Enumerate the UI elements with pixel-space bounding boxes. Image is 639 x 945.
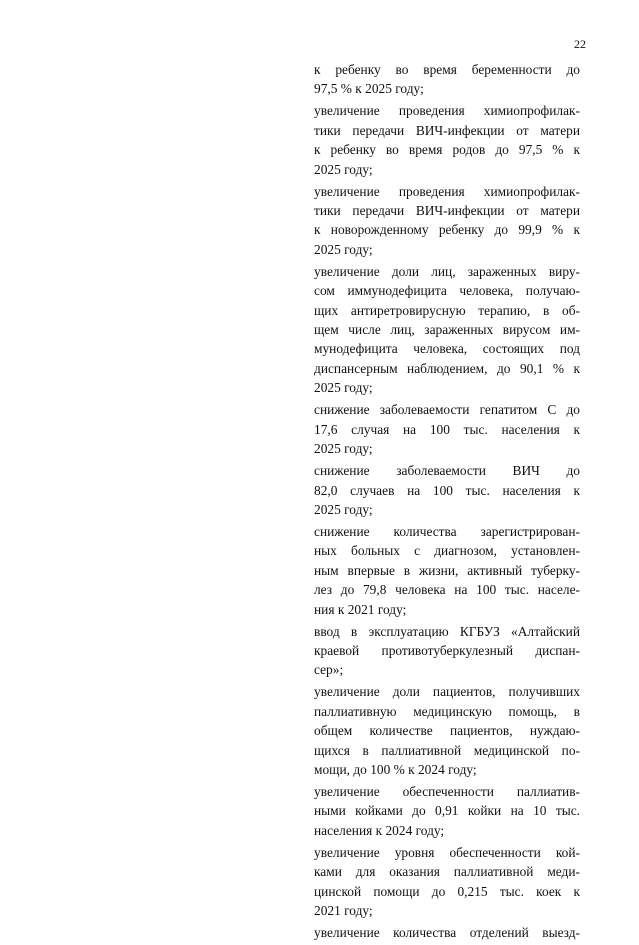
text-line: 17,6 случая на 100 тыс. населения к xyxy=(314,421,580,437)
paragraph xyxy=(314,182,580,260)
text-line: паллиативную медицинскую помощь, в xyxy=(314,703,580,719)
text-line: 2025 году; xyxy=(314,380,373,396)
text-line: тики передачи ВИЧ-инфекции от матери xyxy=(314,203,580,219)
text-line: щем числе лиц, зараженных вирусом им- xyxy=(314,322,580,338)
text-line: 2025 году; xyxy=(314,441,373,457)
paragraph xyxy=(314,101,580,179)
text-line: сер»; xyxy=(314,662,344,678)
paragraph xyxy=(314,622,580,680)
text-line: увеличение проведения химиопрофилак- xyxy=(314,183,580,199)
text-line: лез до 79,8 человека на 100 тыс. населе- xyxy=(314,582,580,598)
text-line: к ребенку во время родов до 97,5 % к xyxy=(314,142,580,158)
text-column xyxy=(314,60,580,945)
text-line: увеличение доли пациентов, получивших xyxy=(314,684,580,700)
text-line: ными койками до 0,91 койки на 10 тыс. xyxy=(314,803,580,819)
text-line: сом иммунодефицита человека, получаю- xyxy=(314,283,580,299)
text-line: 2025 году; xyxy=(314,501,373,517)
text-line: снижение количества зарегистрирован- xyxy=(314,523,580,539)
paragraph xyxy=(314,60,580,99)
text-line: щихся в паллиативной медицинской по- xyxy=(314,742,580,758)
text-line: увеличение обеспеченности паллиатив- xyxy=(314,783,580,799)
paragraph xyxy=(314,522,580,619)
text-line: 2025 году; xyxy=(314,161,373,177)
paragraph xyxy=(314,400,580,458)
text-line: тики передачи ВИЧ-инфекции от матери xyxy=(314,122,580,138)
paragraph xyxy=(314,461,580,519)
text-line: увеличение проведения химиопрофилак- xyxy=(314,103,580,119)
text-line: ками для оказания паллиативной меди- xyxy=(314,864,580,880)
text-line: ных больных с диагнозом, установлен- xyxy=(314,543,580,559)
text-line: общем количестве пациентов, нуждаю- xyxy=(314,723,580,739)
text-line: 82,0 случаев на 100 тыс. населения к xyxy=(314,482,580,498)
paragraph xyxy=(314,782,580,840)
text-line: увеличение уровня обеспеченности кой- xyxy=(314,844,580,860)
text-line: ввод в эксплуатацию КГБУЗ «Алтайский xyxy=(314,623,580,639)
text-line: диспансерным наблюдением, до 90,1 % к xyxy=(314,360,580,376)
text-line: цинской помощи до 0,215 тыс. коек к xyxy=(314,883,580,899)
text-line: ния к 2021 году; xyxy=(314,601,407,617)
text-line: увеличение доли лиц, зараженных виру- xyxy=(314,263,580,279)
text-line: мунодефицита человека, состоящих под xyxy=(314,341,580,357)
text-line: 97,5 % к 2025 году; xyxy=(314,81,424,97)
text-line: увеличение количества отделений выезд- xyxy=(314,925,580,940)
text-line: щих антиретровирусную терапию, в об- xyxy=(314,302,580,318)
text-line: мощи, до 100 % к 2024 году; xyxy=(314,761,477,777)
page-number: 22 xyxy=(574,37,586,51)
paragraph xyxy=(314,923,580,942)
text-line: к новорожденному ребенку до 99,9 % к xyxy=(314,222,580,238)
text-line: 2025 году; xyxy=(314,241,373,257)
paragraph xyxy=(314,262,580,398)
text-line: к ребенку во время беременности до xyxy=(314,62,580,77)
paragraph xyxy=(314,682,580,779)
text-line: населения к 2024 году; xyxy=(314,822,445,838)
text-line: 2021 году; xyxy=(314,903,373,918)
text-line: краевой противотуберкулезный диспан- xyxy=(314,642,580,658)
text-line: ным впервые в жизни, активный туберку- xyxy=(314,562,580,578)
text-line: снижение заболеваемости ВИЧ до xyxy=(314,463,580,479)
paragraph xyxy=(314,843,580,921)
text-line: снижение заболеваемости гепатитом С до xyxy=(314,402,580,418)
